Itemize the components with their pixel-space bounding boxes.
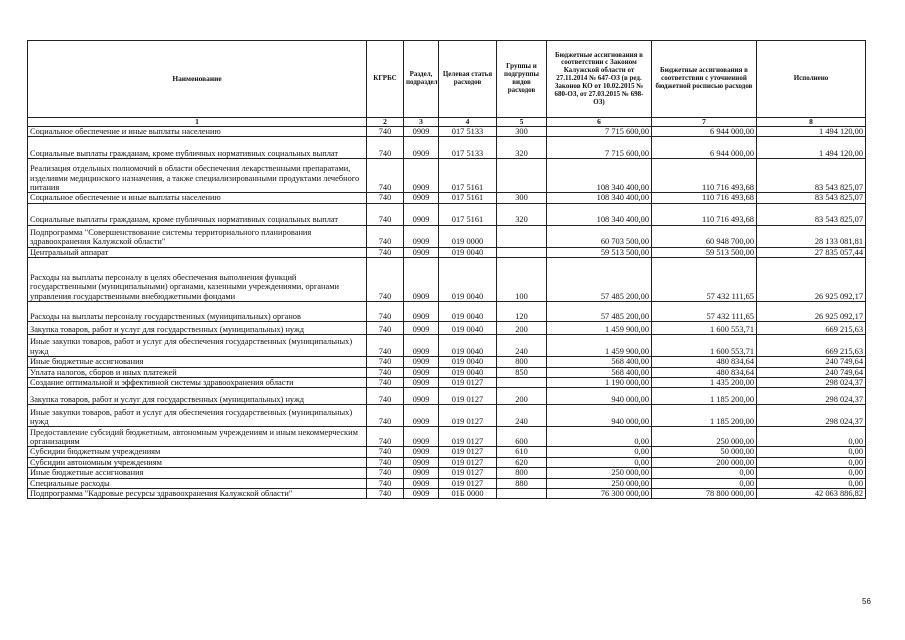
- column-number-row: [28, 118, 866, 127]
- row-refined-amount: 1 185 200,00: [652, 388, 757, 405]
- row-group: 620: [497, 457, 547, 467]
- row-kgrbs: 740: [367, 322, 404, 335]
- row-name: Субсидии бюджетным учреждениям: [28, 447, 367, 457]
- table-row: [28, 137, 866, 159]
- row-refined-amount: 6 944 000,00: [652, 127, 757, 137]
- row-law-amount: 250 000,00: [547, 468, 652, 478]
- row-name: Расходы на выплаты персоналу в целях обеспечения выполнения функций государственными (муниципальными) органами, казенными учреждениями, органами управления государственными внебюджетными фондами: [28, 258, 367, 302]
- row-group: 610: [497, 447, 547, 457]
- row-law-amount: 0,00: [547, 427, 652, 447]
- row-name: Закупка товаров, работ и услуг для государственных (муниципальных) нужд: [28, 388, 367, 405]
- table-row: [28, 127, 866, 137]
- row-section: 0909: [404, 258, 439, 302]
- row-refined-amount: 1 185 200,00: [652, 405, 757, 427]
- header-law: Бюджетные ассигнования в соответствии с Законом Калужской области от 27.11.2014 № 647-ОЗ (в ред. Законов КО от 10.02.2015 № 680-ОЗ, от 27.03.2015 № 698-ОЗ): [547, 41, 652, 118]
- row-name: Закупка товаров, работ и услуг для государственных (муниципальных) нужд: [28, 322, 367, 335]
- table-row: [28, 489, 866, 499]
- table-row: [28, 193, 866, 203]
- row-group: [497, 159, 547, 193]
- row-group: [497, 378, 547, 388]
- table-row: [28, 367, 866, 377]
- row-refined-amount: 60 948 700,00: [652, 225, 757, 247]
- row-executed-amount: 0,00: [757, 447, 866, 457]
- row-group: [497, 225, 547, 247]
- row-law-amount: 940 000,00: [547, 405, 652, 427]
- row-kgrbs: 740: [367, 193, 404, 203]
- table-row: [28, 468, 866, 478]
- row-law-amount: 57 485 200,00: [547, 302, 652, 322]
- row-section: 0909: [404, 378, 439, 388]
- row-refined-amount: 78 800 000,00: [652, 489, 757, 499]
- row-group: 100: [497, 258, 547, 302]
- budget-table: [27, 40, 866, 499]
- row-target: 019 0040: [439, 322, 497, 335]
- row-name: Расходы на выплаты персоналу государственных (муниципальных) органов: [28, 302, 367, 322]
- row-refined-amount: 200 000,00: [652, 457, 757, 467]
- row-law-amount: 108 340 400,00: [547, 203, 652, 225]
- row-name: Предоставление субсидий бюджетным, автономным учреждениям и иным некоммерческим организациям: [28, 427, 367, 447]
- row-section: 0909: [404, 225, 439, 247]
- row-kgrbs: 740: [367, 468, 404, 478]
- row-refined-amount: 6 944 000,00: [652, 137, 757, 159]
- row-refined-amount: 110 716 493,68: [652, 159, 757, 193]
- table-row: [28, 335, 866, 357]
- column-number: 5: [497, 118, 547, 127]
- row-refined-amount: 0,00: [652, 468, 757, 478]
- table-row: [28, 258, 866, 302]
- header-groups: Группы и подгруппы видов расходов: [497, 41, 547, 118]
- row-group: 320: [497, 203, 547, 225]
- row-target: 017 5161: [439, 203, 497, 225]
- row-name: Уплата налогов, сборов и иных платежей: [28, 367, 367, 377]
- row-section: 0909: [404, 457, 439, 467]
- row-group: 880: [497, 478, 547, 488]
- row-executed-amount: 298 024,37: [757, 405, 866, 427]
- row-kgrbs: 740: [367, 388, 404, 405]
- row-target: 019 0127: [439, 468, 497, 478]
- row-executed-amount: 26 925 092,17: [757, 302, 866, 322]
- row-name: Субсидии автономным учреждениям: [28, 457, 367, 467]
- table-row: [28, 427, 866, 447]
- table-row: [28, 247, 866, 257]
- row-section: 0909: [404, 357, 439, 367]
- row-executed-amount: 26 925 092,17: [757, 258, 866, 302]
- row-target: 019 0127: [439, 447, 497, 457]
- row-group: [497, 247, 547, 257]
- row-group: 240: [497, 405, 547, 427]
- row-kgrbs: 740: [367, 447, 404, 457]
- row-target: 019 0000: [439, 225, 497, 247]
- row-law-amount: 0,00: [547, 447, 652, 457]
- row-kgrbs: 740: [367, 335, 404, 357]
- row-target: 01Б 0000: [439, 489, 497, 499]
- row-section: 0909: [404, 159, 439, 193]
- page-number: 56: [862, 597, 871, 606]
- table-row: [28, 447, 866, 457]
- row-name: Социальное обеспечение и иные выплаты населению: [28, 193, 367, 203]
- row-refined-amount: 1 600 553,71: [652, 322, 757, 335]
- row-section: 0909: [404, 468, 439, 478]
- header-row: [28, 41, 866, 118]
- row-target: 019 0127: [439, 388, 497, 405]
- row-law-amount: 7 715 600,00: [547, 127, 652, 137]
- header-name: Наименование: [28, 41, 367, 118]
- header-section: Раздел, подраздел: [404, 41, 439, 118]
- row-executed-amount: 1 494 120,00: [757, 137, 866, 159]
- row-group: 600: [497, 427, 547, 447]
- row-target: 019 0127: [439, 405, 497, 427]
- column-number: 7: [652, 118, 757, 127]
- row-section: 0909: [404, 335, 439, 357]
- row-refined-amount: 480 834,64: [652, 357, 757, 367]
- row-executed-amount: 28 133 081,81: [757, 225, 866, 247]
- row-executed-amount: 240 749,64: [757, 357, 866, 367]
- row-kgrbs: 740: [367, 405, 404, 427]
- row-name: Социальное обеспечение и иные выплаты населению: [28, 127, 367, 137]
- row-kgrbs: 740: [367, 137, 404, 159]
- row-target: 017 5133: [439, 137, 497, 159]
- row-law-amount: 1 190 000,00: [547, 378, 652, 388]
- table-row: [28, 203, 866, 225]
- row-section: 0909: [404, 302, 439, 322]
- row-name: Иные бюджетные ассигнования: [28, 357, 367, 367]
- row-section: 0909: [404, 322, 439, 335]
- row-group: 120: [497, 302, 547, 322]
- table-row: [28, 405, 866, 427]
- row-target: 019 0040: [439, 258, 497, 302]
- row-group: 200: [497, 388, 547, 405]
- row-law-amount: 108 340 400,00: [547, 193, 652, 203]
- row-section: 0909: [404, 489, 439, 499]
- header-executed: Исполнено: [757, 41, 866, 118]
- row-executed-amount: 298 024,37: [757, 378, 866, 388]
- row-group: 320: [497, 137, 547, 159]
- row-section: 0909: [404, 203, 439, 225]
- row-kgrbs: 740: [367, 489, 404, 499]
- row-executed-amount: 0,00: [757, 457, 866, 467]
- row-executed-amount: 669 215,63: [757, 322, 866, 335]
- row-group: 300: [497, 193, 547, 203]
- row-refined-amount: 59 513 500,00: [652, 247, 757, 257]
- header-target: Целевая статья расходов: [439, 41, 497, 118]
- row-group: 800: [497, 357, 547, 367]
- row-executed-amount: 83 543 825,07: [757, 203, 866, 225]
- row-group: 850: [497, 367, 547, 377]
- row-section: 0909: [404, 388, 439, 405]
- row-group: 240: [497, 335, 547, 357]
- row-refined-amount: 0,00: [652, 478, 757, 488]
- table-row: [28, 322, 866, 335]
- row-target: 019 0127: [439, 378, 497, 388]
- row-refined-amount: 250 000,00: [652, 427, 757, 447]
- row-executed-amount: 83 543 825,07: [757, 159, 866, 193]
- row-target: 019 0040: [439, 367, 497, 377]
- row-law-amount: 250 000,00: [547, 478, 652, 488]
- row-group: 800: [497, 468, 547, 478]
- row-kgrbs: 740: [367, 357, 404, 367]
- row-executed-amount: 0,00: [757, 478, 866, 488]
- row-executed-amount: 298 024,37: [757, 388, 866, 405]
- row-section: 0909: [404, 367, 439, 377]
- row-target: 019 0040: [439, 335, 497, 357]
- row-law-amount: 1 459 900,00: [547, 322, 652, 335]
- row-name: Подпрограмма "Кадровые ресурсы здравоохранения Калужской области": [28, 489, 367, 499]
- row-section: 0909: [404, 193, 439, 203]
- row-refined-amount: 480 834,64: [652, 367, 757, 377]
- row-name: Иные закупки товаров, работ и услуг для обеспечения государственных (муниципальных) нужд: [28, 335, 367, 357]
- column-number: 6: [547, 118, 652, 127]
- row-law-amount: 108 340 400,00: [547, 159, 652, 193]
- row-target: 019 0040: [439, 302, 497, 322]
- table-row: [28, 378, 866, 388]
- row-kgrbs: 740: [367, 302, 404, 322]
- row-executed-amount: 0,00: [757, 427, 866, 447]
- row-name: Специальные расходы: [28, 478, 367, 488]
- row-refined-amount: 1 435 200,00: [652, 378, 757, 388]
- row-refined-amount: 110 716 493,68: [652, 193, 757, 203]
- row-target: 017 5133: [439, 127, 497, 137]
- row-kgrbs: 740: [367, 225, 404, 247]
- row-kgrbs: 740: [367, 247, 404, 257]
- row-kgrbs: 740: [367, 159, 404, 193]
- row-kgrbs: 740: [367, 378, 404, 388]
- row-kgrbs: 740: [367, 457, 404, 467]
- row-refined-amount: 110 716 493,68: [652, 203, 757, 225]
- table-row: [28, 357, 866, 367]
- row-executed-amount: 240 749,64: [757, 367, 866, 377]
- row-section: 0909: [404, 247, 439, 257]
- row-refined-amount: 57 432 111,65: [652, 302, 757, 322]
- row-name: Иные бюджетные ассигнования: [28, 468, 367, 478]
- row-kgrbs: 740: [367, 427, 404, 447]
- row-executed-amount: 27 835 057,44: [757, 247, 866, 257]
- table-row: [28, 478, 866, 488]
- column-number: 3: [404, 118, 439, 127]
- row-name: Социальные выплаты гражданам, кроме публичных нормативных социальных выплат: [28, 203, 367, 225]
- column-number: 4: [439, 118, 497, 127]
- row-law-amount: 76 300 000,00: [547, 489, 652, 499]
- row-kgrbs: 740: [367, 367, 404, 377]
- table-row: [28, 457, 866, 467]
- row-refined-amount: 57 432 111,65: [652, 258, 757, 302]
- row-name: Иные закупки товаров, работ и услуг для обеспечения государственных (муниципальных) нужд: [28, 405, 367, 427]
- header-kgrbs: КГРБС: [367, 41, 404, 118]
- row-executed-amount: 42 063 886,82: [757, 489, 866, 499]
- row-target: 017 5161: [439, 159, 497, 193]
- row-group: [497, 489, 547, 499]
- row-law-amount: 940 000,00: [547, 388, 652, 405]
- row-group: 300: [497, 127, 547, 137]
- row-section: 0909: [404, 478, 439, 488]
- header-refined: Бюджетные ассигнования в соответствии с уточненной бюджетной росписью расходов: [652, 41, 757, 118]
- row-law-amount: 7 715 600,00: [547, 137, 652, 159]
- row-target: 019 0040: [439, 357, 497, 367]
- row-target: 019 0040: [439, 247, 497, 257]
- row-law-amount: 568 400,00: [547, 367, 652, 377]
- row-refined-amount: 50 000,00: [652, 447, 757, 457]
- table-row: [28, 388, 866, 405]
- table-row: [28, 225, 866, 247]
- row-refined-amount: 1 600 553,71: [652, 335, 757, 357]
- row-section: 0909: [404, 127, 439, 137]
- row-executed-amount: 83 543 825,07: [757, 193, 866, 203]
- row-section: 0909: [404, 447, 439, 457]
- row-name: Подпрограмма "Совершенствование системы территориального планирования здравоохранения Калужской области": [28, 225, 367, 247]
- row-kgrbs: 740: [367, 127, 404, 137]
- row-name: Социальные выплаты гражданам, кроме публичных нормативных социальных выплат: [28, 137, 367, 159]
- row-law-amount: 1 459 900,00: [547, 335, 652, 357]
- table-body: [28, 127, 866, 499]
- table-row: [28, 302, 866, 322]
- row-kgrbs: 740: [367, 203, 404, 225]
- row-kgrbs: 740: [367, 258, 404, 302]
- row-section: 0909: [404, 405, 439, 427]
- row-kgrbs: 740: [367, 478, 404, 488]
- column-number: 2: [367, 118, 404, 127]
- row-target: 019 0127: [439, 427, 497, 447]
- row-name: Центральный аппарат: [28, 247, 367, 257]
- row-section: 0909: [404, 427, 439, 447]
- row-law-amount: 0,00: [547, 457, 652, 467]
- row-target: 019 0127: [439, 478, 497, 488]
- row-executed-amount: 0,00: [757, 468, 866, 478]
- row-law-amount: 57 485 200,00: [547, 258, 652, 302]
- row-section: 0909: [404, 137, 439, 159]
- row-group: 200: [497, 322, 547, 335]
- row-executed-amount: 669 215,63: [757, 335, 866, 357]
- row-name: Создание оптимальной и эффективной системы здравоохранения области: [28, 378, 367, 388]
- row-law-amount: 60 703 500,00: [547, 225, 652, 247]
- table-row: [28, 159, 866, 193]
- row-law-amount: 568 400,00: [547, 357, 652, 367]
- row-target: 017 5161: [439, 193, 497, 203]
- row-target: 019 0127: [439, 457, 497, 467]
- column-number: 8: [757, 118, 866, 127]
- column-number: 1: [28, 118, 367, 127]
- row-name: Реализация отдельных полномочий в области обеспечения лекарственными препаратами, изделиями медицинского назначения, а также специализированными продуктами лечебного питания: [28, 159, 367, 193]
- row-law-amount: 59 513 500,00: [547, 247, 652, 257]
- row-executed-amount: 1 494 120,00: [757, 127, 866, 137]
